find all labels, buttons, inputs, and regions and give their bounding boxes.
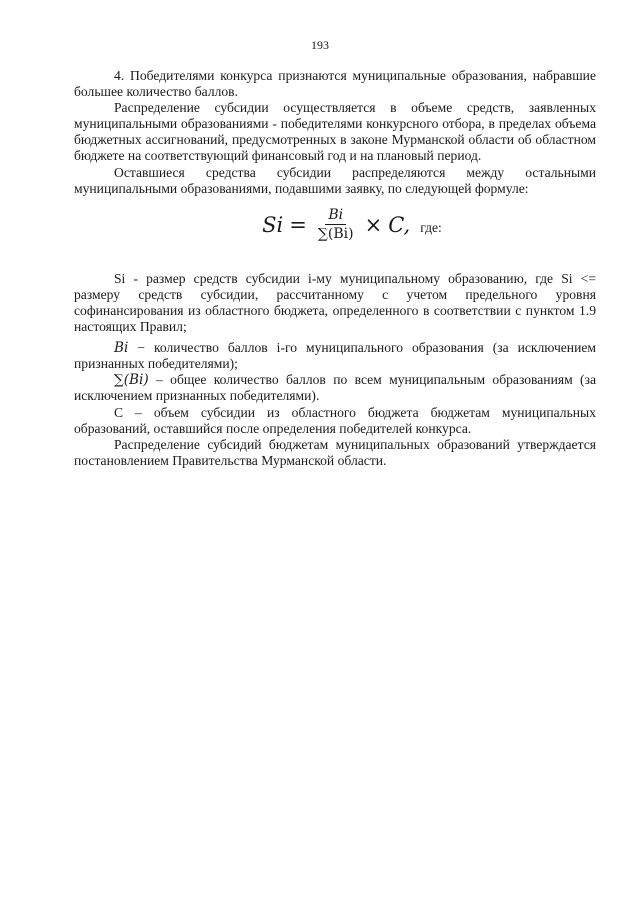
- paragraph-distribution: Распределение субсидии осуществляется в объеме средств, заявленных муниципальными образованиями - победителями конкурсного отбора, в пределах объема бюджетных ассигнований, предусмотренных в законе Мурманской области об областном бюджете на соответствующий финансовый год и на плановый период.: [74, 100, 596, 164]
- bi-definition-text: − количество баллов i-го муниципального образования (за исключением признанных победителями);: [74, 340, 596, 372]
- paragraph-si-definition: Si - размер средств субсидии i-му муниципальному образованию, где Si <= размеру средств субсидии, рассчитанному с учетом предельного уровня софинансирования из областного бюджета, определенного в соответствии с пунктом 1.9 настоящих Правил;: [74, 270, 596, 335]
- subsidy-formula: [108, 207, 596, 243]
- paragraph-winners: 4. Победителями конкурса признаются муниципальные образования, набравшие большее количество баллов.: [74, 68, 596, 100]
- paragraph-remaining-funds: Оставшиеся средства субсидии распределяются между остальными муниципальными образованиями, подавшими заявку, по следующей формуле:: [74, 164, 596, 196]
- formula-equals: =: [289, 212, 307, 237]
- formula-times: ×: [364, 212, 383, 237]
- formula-rhs: C,: [388, 212, 411, 237]
- formula-numerator: Bi: [325, 207, 346, 225]
- page-number: 193: [311, 38, 329, 52]
- paragraph-sum-bi-definition: [74, 372, 596, 404]
- sum-bi-symbol: ∑(Bi): [114, 372, 149, 389]
- formula-lhs: Si: [262, 212, 284, 237]
- paragraph-approval: Распределение субсидий бюджетам муниципальных образований утверждается постановлением Правительства Мурманской области.: [74, 436, 596, 468]
- bi-symbol: Bi: [114, 340, 129, 357]
- sum-bi-definition-text: – общее количество баллов по всем муниципальным образованиям (за исключением признанных победителями).: [74, 372, 596, 404]
- formula-where-label: где:: [420, 219, 442, 235]
- formula-denominator: ∑(Bi): [317, 225, 354, 242]
- paragraph-bi-definition: [74, 340, 596, 372]
- formula-fraction: [315, 207, 357, 243]
- document-body: [74, 68, 596, 469]
- paragraph-c-definition: С – объем субсидии из областного бюджета бюджетам муниципальных образований, оставшийся после определения победителей конкурса.: [74, 404, 596, 436]
